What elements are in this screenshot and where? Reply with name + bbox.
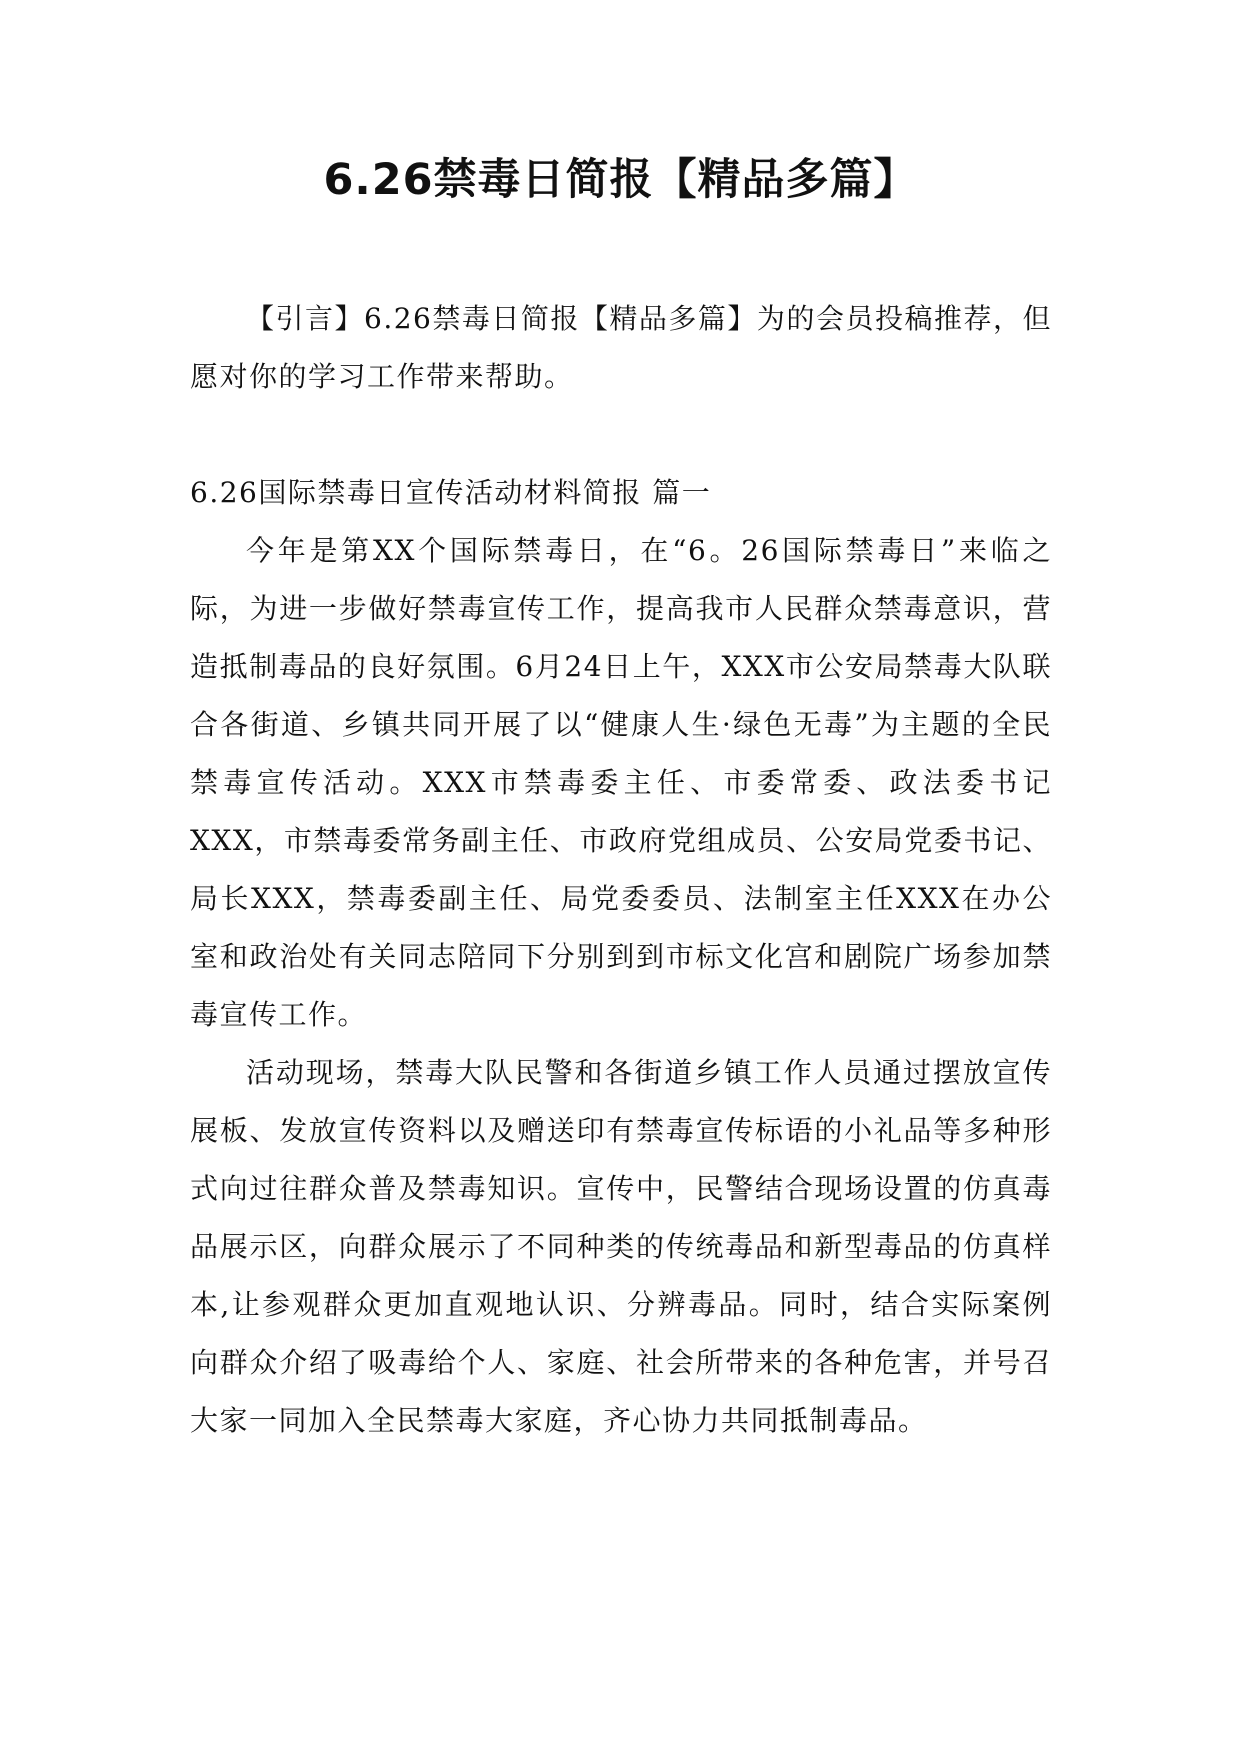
document-title: 6.26禁毒日简报【精品多篇】 bbox=[323, 155, 918, 205]
intro-paragraph: 【引言】6.26禁毒日简报【精品多篇】为的会员投稿推荐，但愿对你的学习工作带来帮助。 bbox=[190, 302, 1052, 393]
document-body bbox=[190, 290, 1052, 1450]
body-paragraph-2: 活动现场，禁毒大队民警和各街道乡镇工作人员通过摆放宣传展板、发放宣传资料以及赠送印有禁毒宣传标语的小礼品等多种形式向过往群众普及禁毒知识。宣传中，民警结合现场设置的仿真毒品展示区，向群众展示了不同种类的传统毒品和新型毒品的仿真样本,让参观群众更加直观地认识、分辨毒品。同时，结合实际案例向群众介绍了吸毒给个人、家庭、社会所带来的各种危害，并号召大家一同加入全民禁毒大家庭，齐心协力共同抵制毒品。 bbox=[190, 1056, 1052, 1437]
body-paragraph-1: 今年是第XX个国际禁毒日，在“6。26国际禁毒日”来临之际，为进一步做好禁毒宣传工作，提高我市人民群众禁毒意识，营造抵制毒品的良好氛围。6月24日上午，XXX市公安局禁毒大队联合各街道、乡镇共同开展了以“健康人生·绿色无毒”为主题的全民禁毒宣传活动。XXX市禁毒委主任、市委常委、政法委书记XXX，市禁毒委常务副主任、市政府党组成员、公安局党委书记、局长XXX，禁毒委副主任、局党委委员、法制室主任XXX在办公室和政治处有关同志陪同下分别到到市标文化宫和剧院广场参加禁毒宣传工作。 bbox=[190, 534, 1052, 1031]
section-heading: 6.26国际禁毒日宣传活动材料简报 篇一 bbox=[190, 476, 712, 509]
